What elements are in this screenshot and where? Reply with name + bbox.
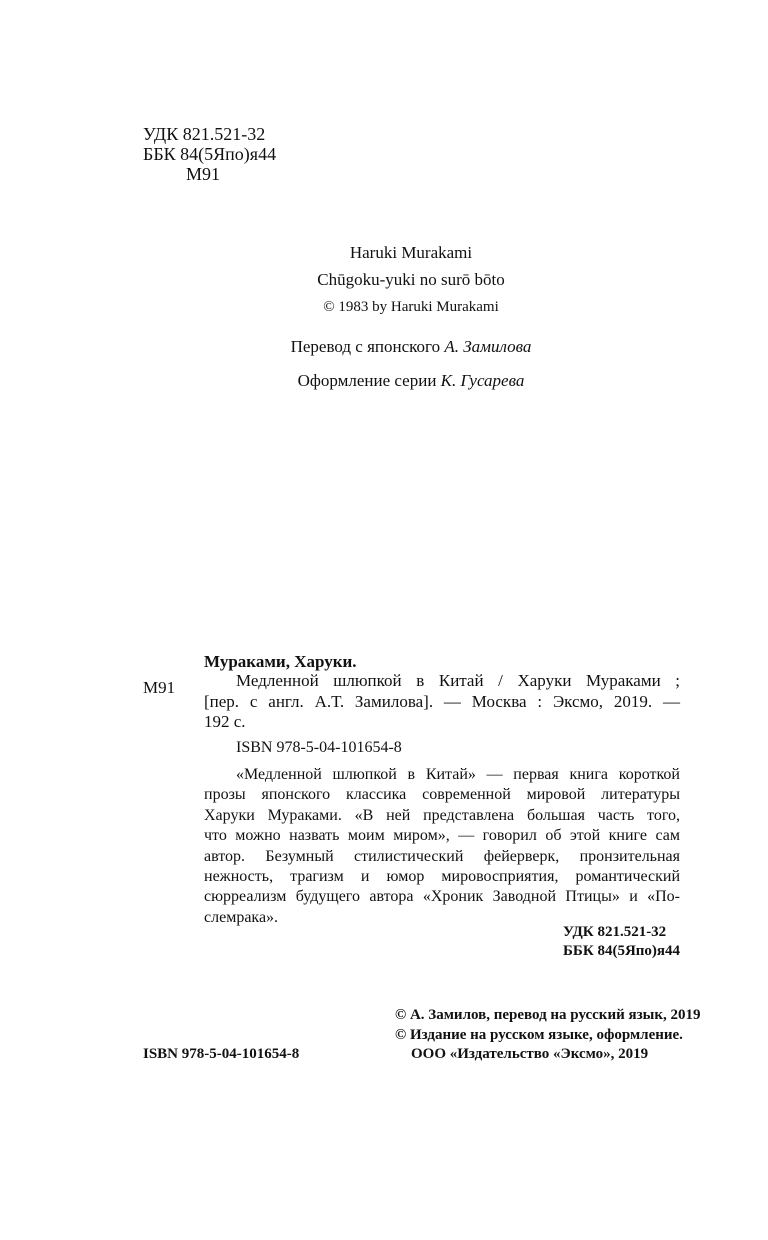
catalog-line-2: [пер. с англ. А.Т. Замилова]. — Москва : Эксмо, 2019. —	[204, 692, 680, 711]
original-author: Haruki Murakami	[349, 243, 473, 262]
original-title: Chūgoku-yuki no surō bōto	[317, 270, 505, 289]
copyright-edition: © Издание на русском языке, оформление.	[395, 1027, 683, 1043]
designer-name: К. Гусарева	[440, 371, 525, 390]
annotation-line: слемрака».	[204, 908, 279, 926]
catalog-bbk: ББК 84(5Япо)я44	[563, 943, 681, 959]
catalog-heading: Мураками, Харуки.	[204, 652, 357, 671]
footer-isbn: ISBN 978-5-04-101654-8	[143, 1046, 300, 1062]
catalog-udk: УДК 821.521-32	[563, 924, 667, 940]
copyright-publisher: ООО «Издательство «Эксмо», 2019	[411, 1046, 649, 1062]
annotation-line: автор. Безумный стилистический фейерверк, пронзительная	[204, 847, 680, 865]
annotation-line: Харуки Мураками. «В ней представлена большая часть того,	[204, 806, 680, 824]
translation-prefix: Перевод с японского	[290, 337, 441, 356]
catalog-line-1: Медленной шлюпкой в Китай / Харуки Мураками ;	[236, 671, 680, 690]
design-credit	[0, 371, 768, 391]
original-copyright: © 1983 by Haruki Murakami	[323, 299, 499, 315]
annotation-paragraph	[204, 765, 680, 928]
annotation-line: «Медленной шлюпкой в Китай» — первая книга короткой	[236, 766, 680, 783]
udk-code: УДК 821.521-32	[143, 124, 266, 144]
annotation-line: прозы японского классика современной мировой литературы	[204, 786, 680, 804]
copyright-translation: © А. Замилов, перевод на русский язык, 2019	[395, 1007, 701, 1023]
catalog-isbn: ISBN 978-5-04-101654-8	[236, 739, 402, 756]
translator-name: А. Замилова	[444, 337, 532, 356]
catalog-line-3: 192 с.	[204, 712, 246, 731]
annotation-line: нежность, трагизм и юмор мировосприятия, романтический	[204, 867, 680, 885]
annotation-line: сюрреализм будущего автора «Хроник Заводной Птицы» и «По-	[204, 888, 680, 906]
design-prefix: Оформление серии	[297, 371, 437, 390]
annotation-line: что можно назвать моим миром», — говорил об этой книге сам	[204, 827, 680, 845]
bbk-code: ББК 84(5Япо)я44	[143, 144, 277, 164]
author-mark: М91	[186, 164, 221, 184]
translation-credit	[0, 337, 768, 357]
catalog-side-mark: М91	[143, 678, 176, 697]
